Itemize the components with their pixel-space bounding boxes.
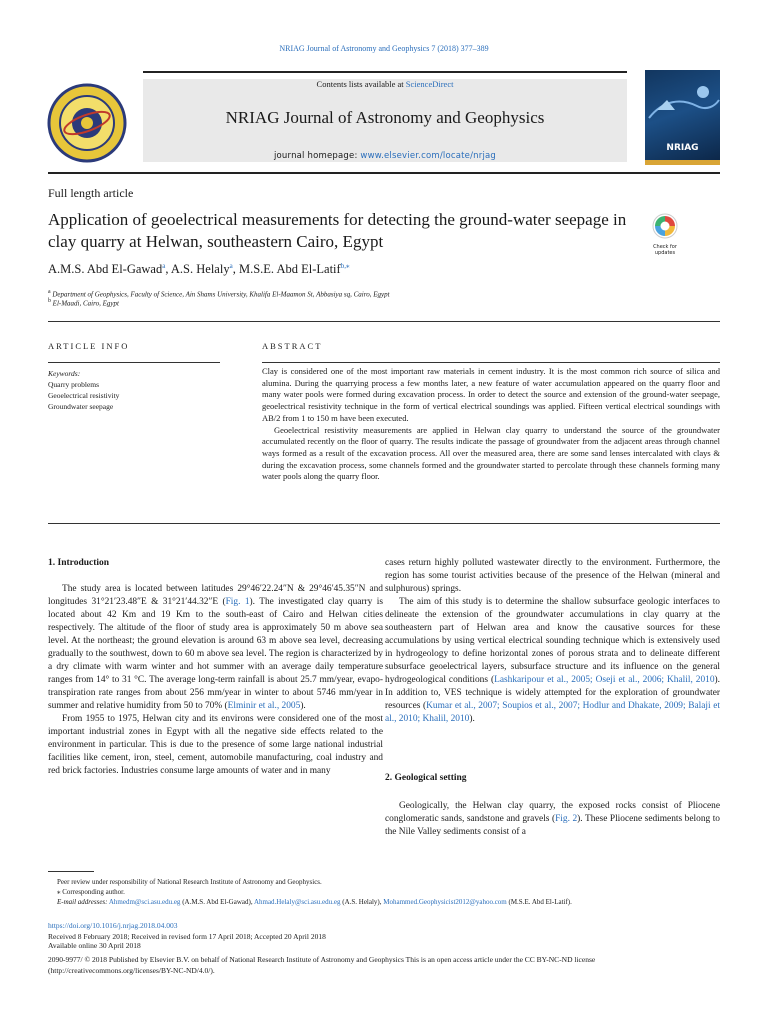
homepage-link[interactable]: www.elsevier.com/locate/nrjag [360, 151, 497, 161]
contents-availability [143, 79, 627, 89]
author[interactable]: M.S.E. Abd El-Latif$^{b,⁎}$ [238, 262, 350, 277]
affiliation-a: $^a$ Department of Geophysics, Faculty of Science, Ain Shams University, Khalifa El-Maamon St, Abbasiya sq, Cairo, Egypt [48, 289, 390, 299]
peer-review-note: Peer review under responsibility of National Research Institute of Astronomy and Geophysics. [57, 878, 322, 886]
abstract-paragraph: Clay is considered one of the most important raw materials in cement industry. It is the most common rich source of silica and alumina. During the quarrying process a few months later, a new feature of water accumulation appeared on the quarry floor and many water pools were formed during excavation process. In order to detect the source and extension of the ground-water seepage, geoelectrical resistivity technique in the form of vertical electrical soundings was applied. Fifteen vertical electrical soundings with AB/2 from 1 to 150 m have been executed. [262, 366, 720, 423]
author-list [48, 262, 349, 277]
intro-paragraph-1: The study area is located between latitudes 29°46′22.24″N & 29°46′45.35″N and longitudes 31°21′23.48″E & 31°21′44.32″E (Fig. 1). The investigated clay quarry is located about 42 Km and 19 Km to the south-east of Cairo and Helwan cities respectively. The altitude of the floor of study area is approximately 50 m above sea level. At the northeast; the ground elevation is around 63 m above sea level, decreasing gradually to the southwest, down to 60 m above sea level. The region is characterized by a dry climate with warm winter and hot summer with an average daily temperature ranges from 14° to 31 °C. The average long-term rainfall is about 25.7 mm/year, evapo-transpiration rate ranges from about 256 mm/year in winter to about 5746 mm/year in summer and relative humidity from 50 to 70% (Elminir et al., 2005). [48, 584, 383, 711]
journal-citation[interactable]: NRIAG Journal of Astronomy and Geophysics 7 (2018) 377–389 [279, 44, 489, 53]
abstract-heading: ABSTRACT [262, 341, 323, 351]
journal-homepage [143, 151, 627, 161]
citation-link[interactable]: Elminir et al., 2005 [227, 701, 301, 711]
received-dates: Received 8 February 2018; Received in revised form 17 April 2018; Accepted 20 April 2018 [48, 932, 326, 941]
article-info-rule [48, 362, 220, 363]
email-addresses: E-mail addresses: Ahmedm@sci.asu.edu.eg (A.M.S. Abd El-Gawad), Ahmad.Helaly@sci.asu.edu.eg (A.S. Helaly), Mohammed.Geophysicist2012@yahoo.com (M.S.E. Abd El-Latif). [57, 898, 572, 906]
cover-title: NRIAG [666, 143, 699, 153]
check-for-updates-badge[interactable] [648, 213, 682, 256]
badge-label: Check for updates [653, 244, 677, 256]
abstract-paragraph: Geoelectrical resistivity measurements are applied in Helwan clay quarry to understand the source of the groundwater accumulated recently on the floor of quarry. The results indicate the passage of groundwater from the adjacent areas through channel ways formed as a result of the excavation process. All over the measured area, there are some sand lenses intercalated with clays & during the excavation process, some channels formed and the groundwater started to percolate through these channels forming many water pools along the quarry floor. [262, 424, 720, 482]
abstract-bottom-rule [48, 523, 720, 524]
keywords-label: Keywords: [48, 369, 81, 378]
citation-link[interactable]: Kumar et al., 2007; Soupios et al., 2007; Hodlur and Dhakate, 2009; Balaji et al., 2010; Khalil, 2010 [385, 701, 720, 724]
abstract-body [262, 366, 720, 483]
geology-paragraph-1: Geologically, the Helwan clay quarry, the exposed rocks consist of Pliocene conglomeratic sands, sandstone and gravels (Fig. 2). These Pliocene sediments belong to the Nile Valley sediments consist of a [385, 801, 720, 837]
article-type: Full length article [48, 186, 134, 200]
figure-link[interactable]: Fig. 2 [555, 814, 578, 824]
cover-stripe [645, 160, 720, 165]
article-title: Application of geoelectrical measurements for detecting the ground-water seepage in clay quarry at Helwan, southeastern Cairo, Egypt [48, 210, 627, 251]
keyword: Geoelectrical resistivity [48, 391, 120, 400]
journal-name: NRIAG Journal of Astronomy and Geophysics [225, 108, 545, 127]
corresponding-author-note: ⁎ Corresponding author. [57, 888, 125, 896]
intro-paragraph-2: From 1955 to 1975, Helwan city and its environs were considered one of the most important industrial zones in Egypt with all the negative side effects related to the environment in particular. This is due to the presence of some large national industrial facilities like cement, iron, steel, cement, automobile manufacturing, coal industry and red brick factories. Industries consume large amounts of water and in many [48, 714, 383, 776]
figure-link[interactable]: Fig. 1 [225, 597, 250, 607]
affiliations-rule [48, 321, 720, 322]
doi-link[interactable]: https://doi.org/10.1016/j.nrjag.2018.04.003 [48, 921, 178, 930]
geological-setting-heading: 2. Geological setting [385, 773, 467, 783]
contents-prefix: Contents lists available at [316, 79, 406, 89]
header-bottom-rule [48, 172, 720, 174]
email-link[interactable]: Ahmad.Helaly@sci.asu.edu.eg [253, 898, 341, 906]
journal-cover [645, 70, 720, 165]
available-online: Available online 30 April 2018 [48, 941, 141, 950]
license-statement: 2090-9977/ © 2018 Published by Elsevier B.V. on behalf of National Research Institute of Astronomy and Geophysics This is an open access article under the CC BY-NC-ND license (http://creativecommons.org/licenses/BY-NC-ND/4.0/). [48, 955, 596, 975]
intro-paragraph-4: The aim of this study is to determine the shallow subsurface geologic interfaces to delineate the extension of the groundwater accumulations in clay quarry at the southeastern part of Helwan area and know the causative sources for these accumulations by using vertical electrical sounding technique which is extensively used in hydrogeology to define horizontal zones of porous strata and to delineate different subsurface geoelectrical layers, subsurface structure and its influence on the general hydrogeological conditions (Lashkaripour et al., 2005; Oseji et al., 2006; Khalil, 2010). In addition to, VES technique is widely attempted for the exploration of groundwater resources (Kumar et al., 2007; Soupios et al., 2007; Hodlur and Dhakate, 2009; Balaji et al., 2010; Khalil, 2010). [385, 597, 720, 724]
right-column [385, 557, 720, 726]
author[interactable]: A.M.S. Abd El-Gawad$^a$, [48, 262, 171, 277]
nriag-logo [46, 82, 128, 164]
intro-paragraph-3: cases return highly polluted wastewater directly to the environment. Furthermore, the region has some tourist activities because of the presence of the Helwan (mineral and sulphurous) springs. [385, 558, 720, 594]
header-rule [143, 71, 627, 73]
affiliation-b: $^b$ El-Maadi, Cairo, Egypt [48, 298, 119, 308]
keyword: Groundwater seepage [48, 402, 114, 411]
email-link[interactable]: Mohammed.Geophysicist2012@yahoo.com [383, 898, 507, 906]
email-link[interactable]: Ahmedm@sci.asu.edu.eg [108, 898, 181, 906]
introduction-heading: 1. Introduction [48, 558, 110, 568]
citation-link[interactable]: Lashkaripour et al., 2005; Oseji et al., 2006; Khalil, 2010 [494, 675, 715, 685]
left-column [48, 583, 383, 778]
sciencedirect-link[interactable]: ScienceDirect [405, 79, 454, 89]
geological-setting-text [385, 800, 720, 839]
abstract-rule [262, 362, 720, 363]
author[interactable]: A.S. Helaly$^a$, [170, 262, 239, 277]
article-info-heading: ARTICLE INFO [48, 341, 130, 351]
keyword: Quarry problems [48, 380, 100, 389]
footnote-rule [48, 871, 94, 872]
homepage-prefix: journal homepage: [273, 151, 361, 161]
check-updates-icon [652, 213, 678, 239]
